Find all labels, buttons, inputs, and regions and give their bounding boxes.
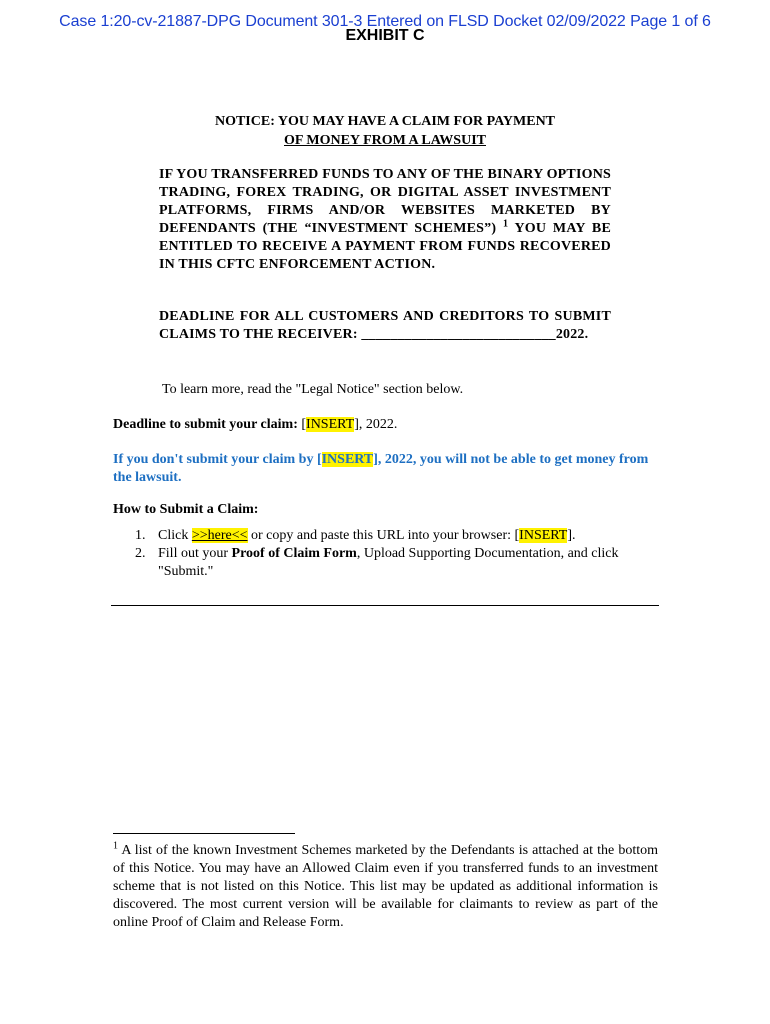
step1-prefix: Click	[158, 528, 192, 543]
docket-header: Case 1:20-cv-21887-DPG Document 301-3 Entered on FLSD Docket 02/09/2022 Page 1 of 6	[59, 13, 711, 30]
submit-steps-list	[135, 527, 660, 581]
footnote-text: A list of the known Investment Schemes marketed by the Defendants is attached at the bottom of this Notice. You may have an Allowed Claim even if you transferred funds to an investment scheme that is not listed on this Notice. This list may be updated as additional information is discovered. The most current version will be available for claimants to review as part of the online Proof of Claim and Release Form.	[113, 843, 658, 930]
proof-of-claim-form-label: Proof of Claim Form	[231, 546, 357, 561]
here-link[interactable]: >>here<<	[191, 528, 248, 543]
transfer-text-end: YOU MAY BE ENTITLED TO RECEIVE A PAYMENT FROM FUNDS RECOVERED IN THIS CFTC ENFORCEMENT ACTION.	[159, 221, 611, 272]
transfer-paragraph	[159, 166, 611, 274]
footnote	[113, 842, 658, 932]
how-to-submit-title: How to Submit a Claim:	[113, 502, 259, 517]
receiver-deadline-paragraph	[159, 308, 611, 344]
insert-placeholder: INSERT	[519, 528, 568, 543]
warning-suffix: ], 2022, you will not be able to get money from the lawsuit.	[113, 452, 649, 485]
list-item	[135, 527, 660, 545]
claim-deadline-rest: ], 2022.	[354, 417, 398, 432]
notice-title	[110, 112, 660, 150]
step1-suffix: ].	[567, 528, 576, 543]
step-text	[158, 545, 660, 581]
step-number: 2.	[135, 546, 146, 561]
insert-placeholder: INSERT	[321, 452, 374, 467]
transfer-text: IF YOU TRANSFERRED FUNDS TO ANY OF THE BINARY OPTIONS TRADING, FOREX TRADING, OR DIGITAL ASSET INVESTMENT PLATFORMS, FIRMS AND/OR WEBSITES MARKETED BY DEFENDANTS (THE “INVESTMENT SCHEMES”)	[159, 167, 611, 236]
claim-deadline-line	[113, 416, 658, 434]
step-number: 1.	[135, 528, 146, 543]
footnote-separator	[113, 833, 295, 834]
deadline-blank: ___________________________2022.	[361, 327, 589, 342]
exhibit-label: EXHIBIT C	[345, 27, 425, 44]
list-item	[135, 545, 660, 581]
claim-deadline-label: Deadline to submit your claim:	[113, 417, 298, 432]
section-divider	[111, 605, 659, 606]
notice-title-line1: NOTICE: YOU MAY HAVE A CLAIM FOR PAYMENT	[214, 114, 556, 129]
footnote-reference[interactable]: 1	[503, 218, 509, 230]
step-text	[158, 527, 660, 545]
warning-prefix: If you don't submit your claim by [	[113, 452, 322, 467]
learn-more-text: To learn more, read the "Legal Notice" section below.	[162, 382, 464, 397]
bracket-open: [	[301, 417, 307, 432]
step2-prefix: Fill out your	[158, 546, 232, 561]
notice-title-line2: OF MONEY FROM A LAWSUIT	[284, 133, 486, 148]
receiver-deadline-text: DEADLINE FOR ALL CUSTOMERS AND CREDITORS TO SUBMIT CLAIMS TO THE RECEIVER:	[159, 309, 611, 342]
insert-placeholder: INSERT	[306, 417, 355, 432]
step2-suffix: , Upload Supporting Documentation, and click "Submit."	[158, 546, 619, 579]
footnote-mark: 1	[113, 840, 118, 852]
step1-middle: or copy and paste this URL into your browser: [	[247, 528, 520, 543]
warning-text	[113, 451, 658, 487]
